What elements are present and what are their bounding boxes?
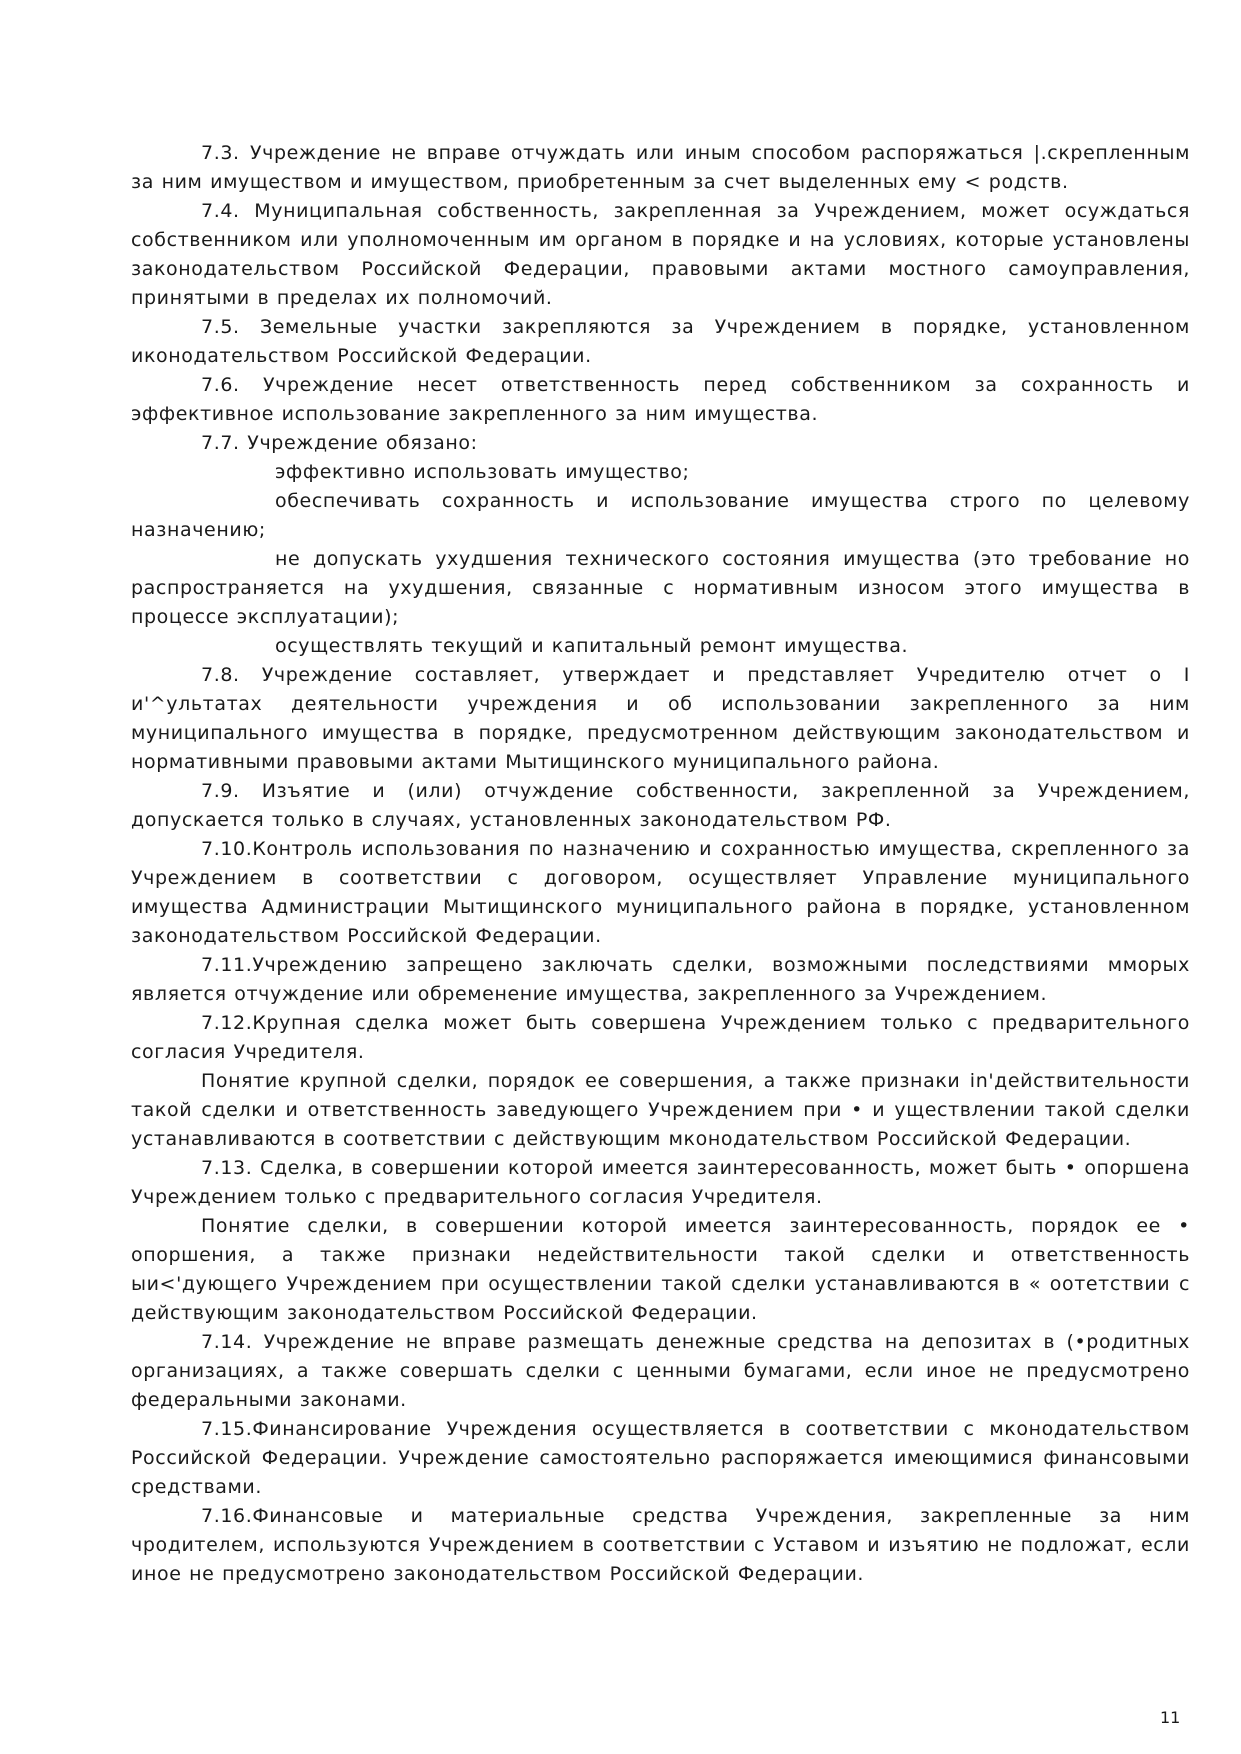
paragraph-7-16: 7.16.Финансовые и материальные средства Учреждения, закрепленные за ним чродителем, используются Учреждением в соответствии с Уставом и изъятию не подложат, если иное не предусмотрено законодательством Российской Федерации. xyxy=(131,1505,1190,1585)
page-number: 11 xyxy=(1160,1708,1181,1727)
duty-item-2: обеспечивать сохранность и использование имущества строго по целевому назначению; xyxy=(131,490,1190,541)
paragraph-7-10: 7.10.Контроль использования по назначению и сохранностью имущества, скрепленного за Учреждением в соответствии с договором, осуществляет Управление муниципального имущества Администрации Мытищинского муниципального района в порядке, установленном законодательством Российской Федерации. xyxy=(131,838,1190,947)
paragraph-7-9: 7.9. Изъятие и (или) отчуждение собственности, закрепленной за Учреждением, допускается только в случаях, установленных законодательством РФ. xyxy=(131,780,1190,831)
paragraph-7-12-note: Понятие крупной сделки, порядок ее совершения, а также признаки in'действительности такой сделки и ответственность заведующего Учреждением при • и уществлении такой сделки устанавливаются в соответствии с действующим мконодательством Российской Федерации. xyxy=(131,1070,1190,1150)
paragraph-7-4: 7.4. Муниципальная собственность, закрепленная за Учреждением, может осуждаться собственником или уполномоченным им органом в порядке и на условиях, которые установлены законодательством Российской Федерации, правовыми актами мостного самоуправления, принятыми в пределах их полномочий. xyxy=(131,200,1190,309)
body-text xyxy=(131,139,1190,1589)
paragraph-7-7: 7.7. Учреждение обязано: xyxy=(201,432,478,454)
duty-item-1: эффективно использовать имущество; xyxy=(275,461,690,483)
duty-item-3: не допускать ухудшения технического состояния имущества (это требование но распространяется на ухудшения, связанные с нормативным износом этого имущества в процессе эксплуатации); xyxy=(131,548,1190,628)
paragraph-7-11: 7.11.Учреждению запрещено заключать сделки, возможными последствиями мморых является отчуждение или обременение имущества, закрепленного за Учреждением. xyxy=(131,954,1190,1005)
paragraph-7-13: 7.13. Сделка, в совершении которой имеется заинтересованность, может быть • опоршена Учреждением только с предварительного согласия Учредителя. xyxy=(131,1157,1190,1208)
paragraph-7-6: 7.6. Учреждение несет ответственность перед собственником за сохранность и эффективное использование закрепленного за ним имущества. xyxy=(131,374,1190,425)
paragraph-7-8: 7.8. Учреждение составляет, утверждает и представляет Учредителю отчет о I и'^ультатах деятельности учреждения и об использовании закрепленного за ним муниципального имущества в порядке, предусмотренном действующим законодательством и нормативными правовыми актами Мытищинского муниципального района. xyxy=(131,664,1190,773)
duty-item-4: осуществлять текущий и капитальный ремонт имущества. xyxy=(275,635,909,657)
paragraph-7-3: 7.3. Учреждение не вправе отчуждать или иным способом распоряжаться |.скрепленным за ним имуществом и имуществом, приобретенным за счет выделенных ему < родств. xyxy=(131,142,1190,193)
paragraph-7-15: 7.15.Финансирование Учреждения осуществляется в соответствии с мконодательством Российской Федерации. Учреждение самостоятельно распоряжается имеющимися финансовыми средствами. xyxy=(131,1418,1190,1498)
paragraph-7-14: 7.14. Учреждение не вправе размещать денежные средства на депозитах в (•родитных организациях, а также совершать сделки с ценными бумагами, если иное не предусмотрено федеральными законами. xyxy=(131,1331,1190,1411)
paragraph-7-13-note: Понятие сделки, в совершении которой имеется заинтересованность, порядок ее • опоршения, а также признаки недействительности такой сделки и ответственность ыи<'дующего Учреждением при осуществлении такой сделки устанавливаются в « оотетствии с действующим законодательством Российской Федерации. xyxy=(131,1215,1190,1324)
paragraph-7-5: 7.5. Земельные участки закрепляются за Учреждением в порядке, установленном иконодательством Российской Федерации. xyxy=(131,316,1190,367)
paragraph-7-12: 7.12.Крупная сделка может быть совершена Учреждением только с предварительного согласия Учредителя. xyxy=(131,1012,1190,1063)
